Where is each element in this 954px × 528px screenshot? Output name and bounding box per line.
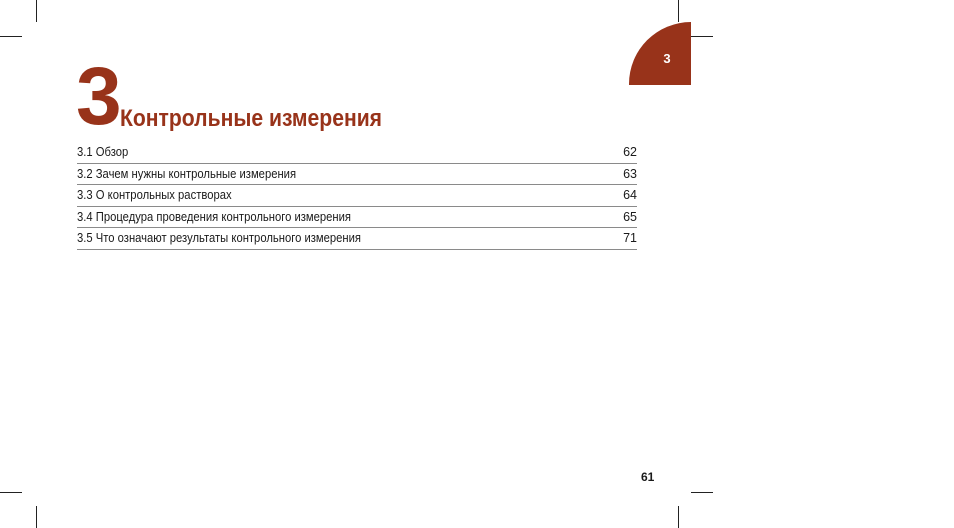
crop-mark bbox=[36, 0, 37, 22]
chapter-tab bbox=[629, 22, 691, 85]
toc-entry-label: 3.2 Зачем нужны контрольные измерения bbox=[77, 166, 297, 181]
chapter-number: 3 bbox=[76, 51, 120, 142]
toc-entry-page: 64 bbox=[623, 188, 637, 203]
toc-entry[interactable] bbox=[77, 142, 637, 164]
toc-entry-label: 3.4 Процедура проведения контрольного измерения bbox=[77, 209, 352, 224]
crop-mark bbox=[36, 506, 37, 528]
chapter-tab-number: 3 bbox=[663, 50, 671, 66]
crop-mark bbox=[678, 0, 679, 22]
toc-entry-label: 3.5 Что означают результаты контрольного измерения bbox=[77, 231, 362, 246]
toc-entry[interactable] bbox=[77, 228, 637, 250]
toc-entry-page: 63 bbox=[623, 166, 637, 181]
page-number: 61 bbox=[641, 470, 655, 484]
crop-mark bbox=[691, 492, 713, 493]
crop-mark bbox=[0, 36, 22, 37]
crop-mark bbox=[0, 492, 22, 493]
toc-entry-label: 3.1 Обзор bbox=[77, 145, 129, 160]
toc-entry-page: 71 bbox=[623, 231, 637, 246]
table-of-contents bbox=[77, 142, 637, 250]
toc-entry-page: 62 bbox=[623, 145, 637, 160]
toc-entry-page: 65 bbox=[623, 209, 637, 224]
toc-entry[interactable] bbox=[77, 164, 637, 186]
crop-mark bbox=[678, 506, 679, 528]
toc-entry[interactable] bbox=[77, 207, 637, 229]
toc-entry[interactable] bbox=[77, 185, 637, 207]
crop-mark bbox=[691, 36, 713, 37]
chapter-title: Контрольные измерения bbox=[120, 105, 383, 132]
toc-entry-label: 3.3 О контрольных растворах bbox=[77, 188, 232, 203]
